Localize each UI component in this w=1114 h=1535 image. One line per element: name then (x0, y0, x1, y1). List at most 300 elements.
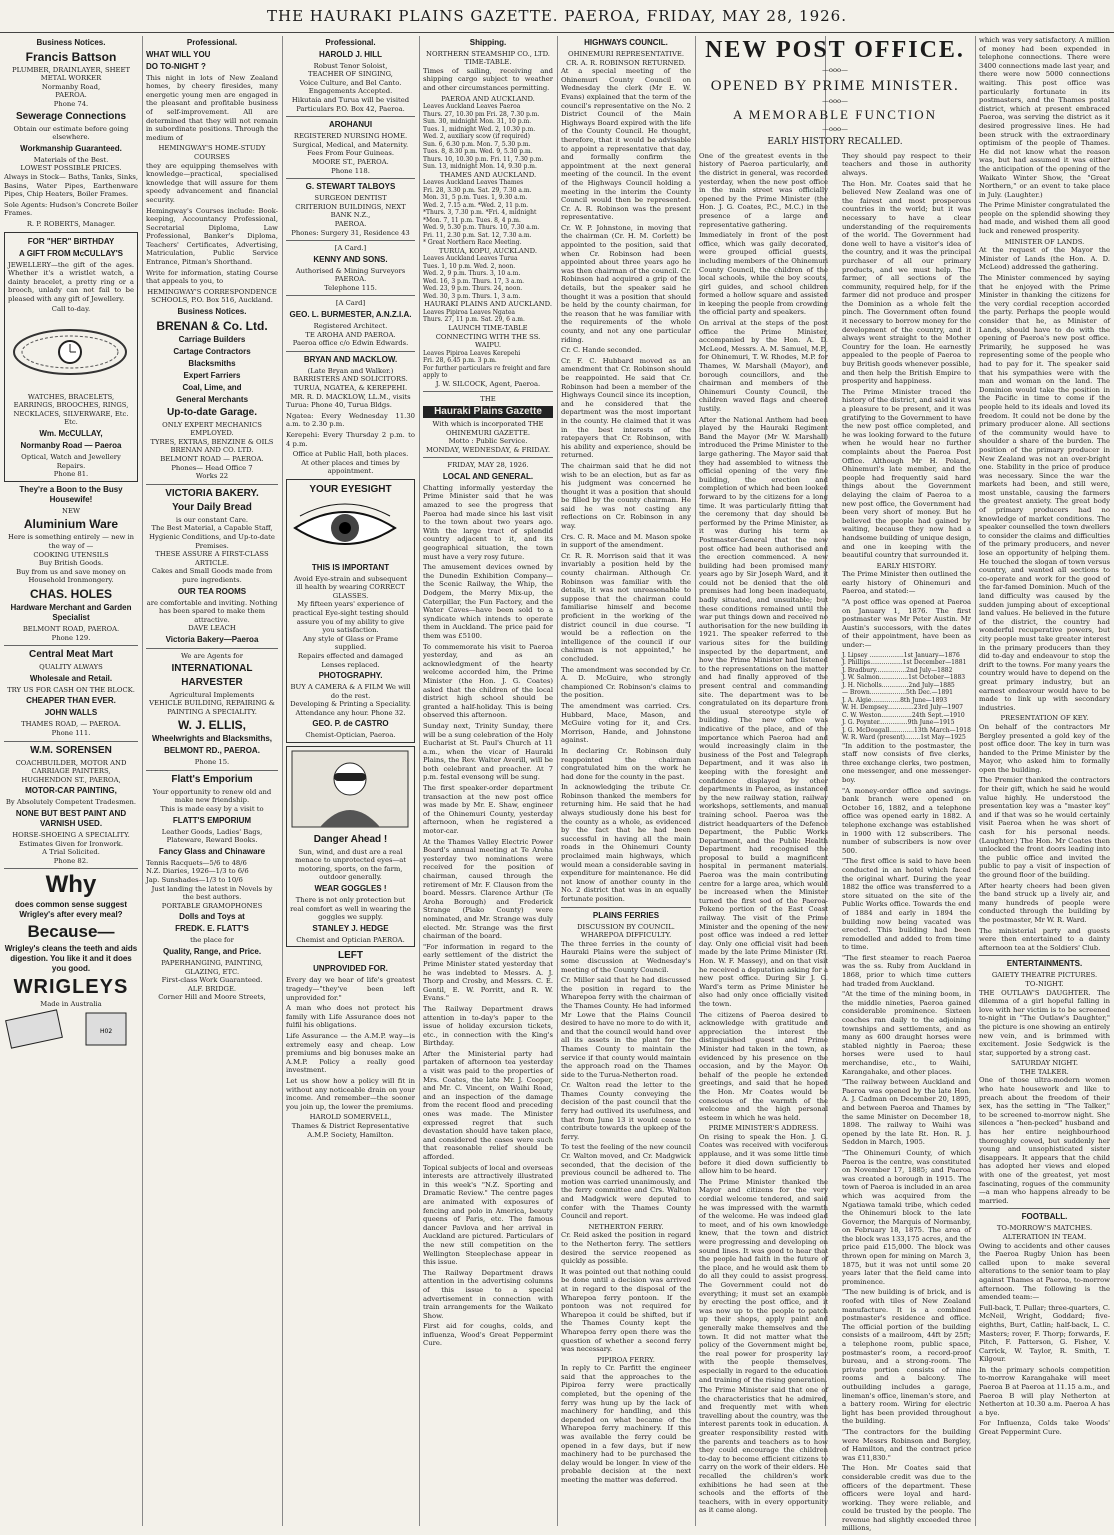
ad-line: BELMONT ROAD, PAEROA. (22, 624, 120, 633)
ad-heading: THIS IS IMPORTANT (311, 562, 390, 572)
ad-heading: PHOTOGRAPHY. (318, 671, 383, 681)
article-paragraph: Sunday next, Trinity Sunday, there will be a sung celebration of the Holy Eucharist at St. Paul's Church at 11 a.m., when the vicar of Hauraki Plains, the Rev. Walter Averill, will be both celebrant and preacher. At 7 p.m. festal evensong will be sung. (423, 721, 553, 782)
ad-line: HEMINGWAY'S HOME-STUDY COURSES (158, 144, 266, 161)
article-paragraph: The ministerial party and guests were then entertained to a dainty afternoon tea at the Soldiers' Club. (979, 926, 1110, 952)
ad-line: We are Agents for (181, 651, 243, 660)
ad-heading: Victoria Bakery—Paeroa (165, 634, 259, 644)
ad-paragraph: This night in lots of New Zealand homes, by cheery firesides, many energetic young men are engaged in the pleasant and profitable business of self-improvement. All are determined that they will not remain in subordinate positions. Through the medium of (146, 73, 278, 142)
ad-line: DAVE LEACH (188, 624, 236, 633)
ad-line: THAMES ROAD, — PAEROA. (21, 720, 121, 729)
article-heading: PLAINS FERRIES (592, 910, 660, 920)
ad-line: N.Z. Diaries, 1926—1/3 to 6/6 (146, 867, 249, 876)
ad-line: Authorised & Mining Surveyors (295, 266, 406, 275)
article-heading: HIGHWAYS COUNCIL. (584, 38, 668, 47)
ad-line: VEHICLE BUILDING, REPAIRING & PAINTING A SPECIALITY. (149, 699, 275, 716)
list-item: *Thurs. 3, 7.30 p.m. *Fri. 4, midnight (423, 209, 537, 217)
masthead: THE HAURAKI PLAINS GAZETTE. PAEROA, FRIDAY, MAY 28, 1926. (0, 0, 1114, 33)
timetable (423, 179, 553, 247)
list-item: J. G. McDougall.............13th March—1918 (842, 726, 971, 734)
list-item: — Brown...................5th Dec.—1891 (842, 689, 953, 697)
article-paragraph: The Railway Department draws attention in the advertising columns of this issue to a special advertisement in connection with train arrangements for the Waikato Show. (423, 1268, 553, 1320)
article-subheading: NETHERTON FERRY. (588, 1222, 664, 1231)
ad-line: Ngatea: Every Wednesday 11.30 a.m. to 2.30 p.m. (286, 411, 415, 429)
table-title: HAURAKI PLAINS AND AUCKLAND. (423, 300, 553, 309)
ad-line: Agricultural Implements (169, 690, 255, 699)
article-paragraph: Topical subjects of local and overseas interests are attractively illustrated in this week's "N.Z. Sporting and Dramatic Review." The centre pages are animated with exposures of fencing and polo in America, beauty queens of Paris, etc. The famous dancer Pavlova and her arrival in Auckland are pictured. Particulars of the new still competition on the Wellington Steeplechase appear in this issue. (423, 1163, 553, 1267)
ad-line: PAPERHANGING, PAINTING, GLAZING, ETC. (161, 959, 263, 976)
article-paragraph: "The Ohinemuri County, of which Paeroa is the centre, was constituted on November 17, 1885; and Paeroa was created a borough in 1915. The town of Paeroa is included in an area which was acquired from the Ngatiawa tamaki tribe, which ceded the Ohinemuri block to the late Governor, the Marquis of Normanby, on February 18, 1875. The area of the block was 133,175 acres, and the price paid £15,000. The block was thrown open for mining on March 3, 1875, but it was not until some 20 years later that the field came into prominence. (842, 1148, 971, 1286)
ad-heading: Sewerage Connections (15, 110, 127, 122)
article-paragraph: which was very satisfactory. A million of money had been expended in telephone connections. There were 3400 connections made last year, and there were now 5000 connections waiting. This post office was particularly fortunate in its postmasters, and the Thames postal district, which at present embraced Paeroa, was serving the district as it desired progressive lines. He had been struck with the extraordinary optimism of the people of Thames. He did not know what the reason was, but had assumed it was either the anticipation of the opening of the Waikato Winter Show, the "Great Northern," or an event to take place in July. (Laughter.) (979, 36, 1110, 199)
nameplate-line: With which is incorporated THE OHINEMURI GAZETTE. (432, 419, 544, 437)
article-paragraph: Crs. C. R. Mace and M. Mason spoke in support of the amendment. (561, 532, 691, 550)
ad-heading: WEAR GOGGLES ! (314, 884, 387, 894)
article-heading: TIME-TABLE. (464, 58, 512, 67)
ad-heading: Wm. McCULLAY, (39, 429, 103, 439)
ad-line: Cakes and Small Goods made from pure ingredients. (151, 567, 273, 584)
list-item: Wed. 9, 5.30 p.m. Thurs. 10, 7.30 a.m. (423, 224, 540, 232)
wristwatch-illustration (8, 317, 132, 387)
ad-line: TYRES, EXTRAS, BENZINE & OILS (150, 437, 274, 446)
ad-line: Registered Architect. (313, 322, 388, 331)
article-paragraph: To commemorate his visit to Paeroa yesterday, and as an acknowledgment of the hearty welcome accorded him, the Prime Minister (the Hon. J. G. Coates) asked that the children of the local district high school should be granted a half-holiday. This is being observed this afternoon. (423, 642, 553, 720)
list-item: Fri. 28, 6.45 p.m. 3 p.m. (423, 357, 497, 365)
ad-line: Buy from us and save money on Household Ironmongery. (16, 567, 126, 585)
ad-line: TRY US FOR CASH ON THE BLOCK. (7, 685, 135, 694)
ad-line: Phones: Surgery 31, Residence 43 (291, 228, 410, 237)
article-subheading: THE TALKER. (1020, 1067, 1069, 1076)
ad-line: MR. R. D. MACKLOW, LL.M., visits (290, 392, 411, 401)
ad-line: Turua: Phone 40, Turua Bldgs. (286, 401, 392, 410)
article-paragraph: The Railway Department draws attention in to-day's paper to the issue of holiday excursion tickets, etc., in connection with the King's Birthday. (423, 1004, 553, 1048)
timetable (423, 309, 553, 324)
ad-title: GEO. L. BURMESTER, A.N.Z.I.A. (289, 310, 412, 320)
list-item: J. W. Salmon...............1st October—1883 (842, 674, 966, 682)
article-paragraph: On rising to speak the Hon. J. G. Coates was received with vociferous applause, and it was some little time before it died down sufficiently to allow him to be heard. (699, 1132, 828, 1176)
column-rule (419, 36, 420, 1526)
ad-line: Hikutaia and Turua will be visited (291, 95, 410, 104)
article-paragraph: In acknowledging the tribute Cr. Robinson thanked the members for returning him. He said that he had always studiously done his best for the county as a whole, as evidenced by the fact that he had been successful in having all the main roads in the Ohinemuri County proclaimed main highways, which would mean a considerable saving in expenditure for maintenance. He did not know of another county in the No. 2 district that was in an equally fortunate position. (561, 783, 691, 903)
ad-line: Phone 118. (331, 166, 370, 175)
ad-line: Leather Goods, Ladies' Bags, Plateware, Reward Books. (161, 827, 263, 845)
ad-line: Voice Culture, and Bel Canto. (299, 78, 402, 87)
ad-title: KENNY AND SONS. (313, 254, 388, 264)
ad-paragraph: Life Assurance — the A.M.P. way—is extremely easy and cheap. Low premiums and big bonuses make an A.M.P. Policy a really good investment. (286, 1031, 415, 1075)
ad-line: Obtain our estimate before going elsewhere. (13, 124, 129, 142)
ad-line: Thames & District Representative A.M.P. Society, Hamilton. (291, 1121, 410, 1139)
ad-line: is our constant Care. (175, 515, 249, 524)
section-header: Business Notices. (36, 38, 106, 47)
list-item: Leaves Auckland Leaves Paeroa (423, 103, 521, 111)
article-heading: ENTERTAINMENTS. (1006, 959, 1083, 969)
article-column-left (699, 152, 828, 1535)
ad-line: MOORE ST., PAEROA. (312, 157, 389, 166)
list-item: J. Phillips.................1st December—1881 (842, 659, 967, 667)
article-paragraph: "In addition to the postmaster, the staff now consists of five clerks, three exchange clerks, two postmen, one messenger, and one messenger-boy. (842, 741, 971, 784)
eye-illustration (290, 502, 400, 554)
ad-line: By Absolutely Competent Tradesmen. (5, 798, 137, 807)
ad-line: Made in Australia (40, 1000, 102, 1009)
article-new-post-office: NEW POST OFFICE. —ooo— OPENED BY PRIME MINISTER. —ooo— A MEMORABLE FUNCTION —ooo— EARLY HISTORY RECALLED. One of the greatest events in the history of Paeroa particularly, and the district in general, was recorded yesterday, when the new post office in the main street was officially opened by the Prime Minister (the Hon. J. G. Coates, P.C., M.C.) in the presence of a large and representative gathering. Immediately in front of the post office, which was gaily decorated, were grouped official guests, including members of the Ohinemuri County Council, the children of the local schools, while the boy scouts, girl guides, and school children formed a hollow square and assisted in keeping the people from crowding the official party and speakers. On arrival at the steps of the post office the Prime Minister, accompanied by the Hon. A. D. McLeod, Messrs. A. M. Samuel, M.P., for Ohinemuri, T. W. Rhodes, M.P. for Thames, W. Marshall (Mayor), and borough councillors, and the chairman and members of the Ohinemuri County Council, the children waved flags and cheered lustily. After the National Anthem had been played by the Hauraki Regiment Band the Mayor (Mr W. Marshall) introduced the Prime Minister to the large gathering. The Mayor said that they had assembled to witness the official opening of the very fine building, the erection and completion of which had been looked forward to by the citizens for a long time. It was particularly fitting that the ceremony that day should be performed by the Prime Minister, as it was during his term as Postmaster-General that the new post office had been authorised and the erection commenced. A new building had been promised many years ago by Sir Joseph Ward, and it could not be denied that the old premises had long been inadequate, badly situated, and unsuitable; but these conditions remained until the war put things down and received no authorisation for the new building in 1921. The speaker referred to the various sites for the building inspected by the department, and how the Prime Minister had listened to the representations on the matter and had finally approved of the present central and commanding site. The department was to be congratulated on its departure from the usual stereotype style of building. The new office was indicative of the place, and of the importance which Paeroa had and would increasingly claim in the business of the Post and Telegraph Department, and it was also in keeping with the foresight and confidence displayed by other departments in Paeroa, as instanced by the new railway station, railway workshops, settlements, and manual training school. Paeroa was the district headquarters of the Defence Department, the Public Works Department, and the Public Health Department had recognised the proposal to build a magnificent hospital in permanent materials. Paeroa was the main contributing centre for a large area, which would be increased when the Minister turned the first sod of the Paeroa-Pokeno portion of the East Coast railway. The visit of the Prime Minister and the opening of the new post office was indeed a red letter day. Only one official visit had been made by the late Prime Minister (Rt. Hon. W. F. Massey), and on that visit he received a deputation asking for a new post office. During Sir J. G. Ward's term as Prime Minister he also had only once officially visited the town. The citizens of Paeroa desired to acknowledge with gratitude and appreciation the interest the distinguished guest and Prime Minister had taken in the town, as evidenced by his presence on the occasion, and by the Mayor. On behalf of the people he extended greetings, and said that he hoped the Hon. Mr Coates would be conscious of the warmth of the welcome and the high personal esteem in which he was held. PRIME MINISTER'S ADDRESS. On rising to speak the Hon. J. G. Coates was received with vociferous applause, and it was some little time before it died down sufficiently to allow him to be heard. The Prime Minister thanked the Mayor and citizens for the very cordial welcome tendered, and said he was impressed with the warmth of the welcome. He was indeed glad to meet, and of his own knowledge knew, that the town and district were progressing and developing on sound lines. It was good to hear that the people had faith in the future of the place, and he would ask them to do all they could to assist progress. The Government could not do everything; it must set an example by erecting the post office, and it was now up to the people to patch up their shops, apply paint and generally make themselves and the town. It did not matter what the policy of the Government might be, the real power for prosperity lay with the people themselves, especially in regard to the education and training of the rising generation. The Prime Minister said that one of the characteristics that he admired, and frequently met with when travelling about the country, was the interest parents took in education. A greater responsibility rested with the parents and teachers as to how they could encourage the children to-day to become efficient citizens to carry on the work of their elders. He recalled the children's work exhibitions he had seen at the schools and the efforts of the teachers, with in every opportunity as it came along. They should pay respect to their teachers and those in authority always. The Hon. Mr. Coates said that he believed New Zealand was one of the fairest and most prosperous countries in the world; but it was necessary to have a clear understanding of the requirements of the world. The Government had done well to have a visitor's idea of the country, and it was the principal purchaser of all our primary products, and we must help. The farmer, of all sections of the community, required help, for if the farmer did not produce and prosper the Dominion as a whole felt the pinch. The Government often found it necessary to borrow money for the development of the country, and it always went straight to the Mother Country for the loan. He earnestly appealed to the people of Paeroa to buy British goods whenever possible, and then help the British Empire to prosperity and happiness. The Prime Minister traced the history of the district, and said it was a pleasure to be present, and it was gratifying to the Government to have the new post office completed, and he was looking forward to the future when he would hear no further complaints about the Paeroa Post Office. Although Mr H. Poland, Ohinemuri's late member, and the people had frequently said hard things about the Government delaying the claim of Paeroa to a new post office, the Government had been very short of money. But he believed the people had gained by waiting, because they now had a handsome building of unique design, and one in keeping with the beautiful country that surrounded it. EARLY HISTORY. The Prime Minister then outlined the early history of Ohinemuri and Paeroa, and stated:— "A post office was opened at Paeroa on January 1, 1876. The first postmaster was Mr Peter Austin. Mr Austin's successors, with the dates of their appointment, have been as under:— J. Lipsey ..................1st January—1876 J. Phillips.................1st December—1881 J. Bradbury................2nd July—1882 J. W. Salmon...............1st October—1883 J. H. Nicholls..............2nd July—1885 — Brown...................5th Dec.—1891 J. A. Algie...............8th June—1893 W. H. Dempsey..............23rd July—1907 C. W. Weston................24th Sept.—1910 J. G. Poynter...............9th June—1915 J. G. McDougall.............13th March—1918 W. R. Ward (present)........1st May—1925 "In addition to the postmaster, the staff now consists of five clerks, three exchange clerks, two postmen, one messenger, and one messenger-boy. "A money-order office and savings-bank branch were opened on October 16, 1882, and a telephone office was opened early in 1882. A telephone exchange was established in 1900 with 12 subscribers. The number of subscribers is now over 500. "The first office is said to have been conducted in an hotel which faced the original wharf. During the year 1882 the office was transferred to a store situated on the site of the Public Works office. Towards the end of 1884 and early in 1894 the building now being vacated was erected. This building had been remodelled and added to from time to time. "The first steamer to reach Paeroa was the ss. Ruby from Auckland in 1868, prior to which time cutters had traded from Auckland. "At the time of the mining boom, in the middle nineties, Paeroa gained considerable prominence. Sixteen coaches ran daily to the adjoining townships and settlements, and as many as 600 draught horses were stabled nightly in Paeroa; these horses were used to haul merchandise, etc., to Waihi, Karangahake, and other places. "The railway between Auckland and Paeroa was opened by the late Hon. A. J. Cadman on December 20, 1895, and between Paeroa and Thames by the same Minister on December 18, 1898. The railway to Waihi was opened by the late Rt. Hon. R. J. Seddon in March, 1905. "The Ohinemuri County, of which Paeroa is the centre, was constituted on November 17, 1885; and Paeroa was created a borough in 1915. The town of Paeroa is included in an area which was acquired from the Ngatiawa tamaki tribe, which ceded the Ohinemuri block to the late Governor, the Marquis of Normanby, on February 18, 1875. The area of the block was 133,175 acres, and the price paid £15,000. The block was thrown open for mining on March 3, 1875, but it was not until some 20 years later that the field came into prominence. "The new building is of brick, and is roofed with tiles of New Zealand manufacture. It is a combined postmaster's residence and office. The official portion of the building consists of a mailroom, 44ft by 25ft; a telephone room, public space, postmaster's room, a record-proof bureau, and a strong-room. The private portion consists of nine rooms and a balcony. The outbuilding includes a garage, lineman's office, lineman's store, and a battery room. Wiring for electric light has been provided throughout the building. "The contractors for the building were Messrs Robinson and Bergley, of Hamilton, and the contract price was £11,830." The Hon. Mr Coates said that considerable credit was due to the officers of the department. These officers were loyal and hard-working. They were reliable, and could be trusted by the people. The revenue had slightly exceeded three millions, (699, 36, 971, 1526)
section-header: Professional. (325, 38, 376, 47)
ad-line: TURUA, NGATEA, & KEREPEHI. (293, 384, 408, 393)
ad-line: BELMONT ROAD — PAEROA. (160, 455, 264, 463)
ad-heading: Wrigley's cleans the teeth and aids digestion. You like it and it does you good. (4, 944, 138, 974)
ad-line: Chemist and Optician PAEROA. (296, 935, 405, 944)
ad-title: BRENAN & Co. Ltd. (156, 318, 268, 333)
nameplate-label: THE (480, 395, 496, 404)
list-item: J. Lipsey ..................1st January—1876 (842, 651, 960, 659)
ad-line: Engagements Accepted. (308, 87, 393, 96)
ad-line: REGISTERED NURSING HOME. (293, 132, 408, 141)
ad-line: J. W. SILCOCK, Agent, Paeroa. (435, 379, 541, 388)
ad-heading: Dolls and Toys at (179, 912, 245, 922)
article-paragraph: In the primary schools competition to-morrow Karangahake will meet Paeroa B at Paeroa at 11.15 a.m., and Paeroa B will play Netherton at Netherton at 10.30 a.m. Paeroa A has a bye. (979, 1365, 1110, 1417)
article-paragraph: One of those ultra-modern women who hate housework and like to preach about the freedom of their sex, has the setting in "The Talker," to be screened to-morrow night. She silences a "hen-pecked" husband and has her entire neighbourhood thoroughly cowed, but suddenly her young and unsophisticated sister disappears. It appears that the child has adopted her views and eloped with one of the greatest, yet most fascinating, rogues of the community—a man who happens already to be married. (979, 1076, 1110, 1205)
ad-line: ALF. BRIDGE. (187, 984, 237, 993)
ad-line: Corner Hill and Moore Streets, (158, 993, 266, 1002)
article-paragraph: Cr. R. R. Morrison said that it was invariably a position held by the county chairman. Although Cr. Robinson was familiar with the details, it was not unreasonable to suppose that the chairman could familiarise himself and become proficient in the working of the district council in due course. "I would be a reflection on the intelligence of the council if our chairman is not appointed," he concluded. (561, 551, 691, 663)
column-rule (557, 36, 558, 1526)
article-paragraph: Chatting informally yesterday the Prime Minister said that he was amazed to see the progress that Paeroa had made since his last visit to the town about two years ago. With the large tract of splendid country adjacent to it, and its geographical situation, the town must have a very rosy future. (423, 483, 553, 561)
section-header: Professional. (186, 38, 238, 47)
column-continued (979, 36, 1110, 1526)
ad-line: Phone 111. (51, 728, 91, 737)
ad-line: PAEROA. (334, 219, 367, 228)
ad-heading: A GIFT FROM McCULLAY'S (19, 248, 123, 258)
timetable (423, 350, 553, 380)
list-item: Tues. 8, 8.30 p.m. Wed. 9, 5.30 p.m. (423, 148, 533, 156)
article-paragraph: "A money-order office and savings-bank branch were opened on October 16, 1882, and a telephone office was opened early in 1882. A telephone exchange was established in 1900 with 12 subscribers. The number of subscribers is now over 500. (842, 786, 971, 855)
ad-heading: Coal, Lime, and (182, 382, 242, 392)
ad-heading: UNPROVIDED FOR. (313, 964, 388, 974)
column-professional-2 (286, 36, 415, 1526)
nameplate-line: MONDAY, WEDNESDAY, & FRIDAY. (425, 445, 551, 454)
article-heading: FOOTBALL. (1021, 1212, 1068, 1222)
ad-title: Central Meat Mart (29, 649, 113, 661)
ad-line: JEWELLERY—the gift of the ages. Whether it's a wristlet watch, a dainty bracelet, a pretty ring or a brooch, unlady can not fail to be pleased with any gift of Jewellery. (8, 260, 134, 303)
ad-line: TE AROHA AND PAEROA. (305, 330, 396, 339)
nameplate-line: Motto : Public Service. (448, 437, 528, 446)
ad-line: Phone 15. (194, 758, 230, 767)
ad-line: Paeroa office c/o Edwin Edwards. (292, 339, 409, 348)
article-paragraph: At a special meeting of the Ohinemuri County Council on Wednesday the clerk (Mr E. W. Evans) explained that the term of the council's representative on the No. 2 District Council of the Main Highways Board expired with the life of the County Council. He thought, therefore, that it would be advisable to appoint a representative that day, and formally confirm the appointment at the next general meeting of the council. In the event of the Highways Council holding a meeting in the interim the County Council would then be represented. Cr. A. R. Robinson was the present representative. (561, 67, 691, 222)
article-heading: NORTHERN STEAMSHIP CO., LTD. (426, 49, 550, 58)
list-item: *Mon. 7, 11 p.m. Tues. 8, 4 p.m. (423, 216, 521, 224)
column-shipping (423, 36, 553, 1526)
ad-line: There is not only protection but real comfort as well in wearing the goggles we supply. (290, 896, 411, 922)
ad-title: W. J. ELLIS, (177, 718, 246, 733)
column-professional (146, 36, 278, 1526)
list-item: J. Bradbury................2nd July—1882 (842, 666, 953, 674)
ad-title: Danger Ahead ! (313, 833, 388, 845)
list-item: Leaves Pipiroa Leaves Kerepehi (423, 349, 521, 357)
article-subheadline: OPENED BY PRIME MINISTER. (710, 77, 960, 94)
list-item: Sun. 30, midnight Mon. 31, 10 p.m. (423, 118, 532, 126)
article-subheading: MINISTER OF LANDS. (1004, 237, 1085, 246)
article-paragraph: "The first office is said to have been conducted in an hotel which faced the original wharf. During the year 1882 the office was transferred to a store situated on the site of the Public Works office. Towards the end of 1884 and early in 1894 the building now being vacated was erected. This building had been remodelled and added to from time to time. (842, 857, 971, 952)
column-rule (282, 36, 283, 1526)
ad-line: Any style of Glass or Frame supplied. (302, 634, 399, 652)
ad-heading: BELMONT RD., PAEROA. (164, 746, 260, 756)
article-subheading: PRESENTATION OF KEY. (1000, 714, 1089, 723)
article-paragraph: THE OUTLAW'S DAUGHTER. The dilemma of a girl hopeful falling in love with her victim is to be screened to-night in "The Outlaw's Daughter," the picture is one showing an entirely new vein, and is brimmed with excitement. Josie Sedgwick is the star, supported by a strong cast. (979, 988, 1110, 1057)
article-subheadline: A MEMORABLE FUNCTION (733, 107, 937, 123)
ad-line: Works 22 (195, 472, 229, 481)
ad-heading: Carriage Builders (178, 334, 246, 344)
article-subheading: ALTERATION IN TEAM. (1002, 1232, 1087, 1241)
article-paragraph: On behalf of the contractors Mr Bergley presented a gold key of the post office door. The key in turn was handed to the Prime Minister by the Mayor, who asked him to formally open the building. (979, 722, 1110, 774)
ad-heading: CHEAPER THAN EVER. (26, 696, 116, 706)
article-paragraph: One of the greatest events in the history of Paeroa particularly, and the district in general, was recorded yesterday, when the new post office in the main street was officially opened by the Prime Minister (the Hon. J. G. Coates, P.C., M.C.) in the presence of a large and representative gathering. (699, 151, 828, 229)
ad-line: My fifteen years' experience of practical Eye-sight testing should assure you of my ability to give you satisfaction. (292, 600, 409, 635)
ad-line: R. P. ROBERTS, Manager. (26, 219, 116, 228)
ad-title: AROHANUI (328, 120, 373, 130)
list-item: W. R. Ward (present)........1st May—1925 (842, 734, 966, 742)
ad-line: Surgical, Medical, and Maternity. (292, 140, 409, 149)
list-item: Mon. 31, 5 p.m. Tues. 1, 9.30 a.m. (423, 194, 528, 202)
ad-heading: MOTOR-CAR PAINTING, (25, 786, 117, 796)
article-paragraph: After the Ministerial party had partaken of afternoon tea yesterday a visit was paid to the properties of Mrs. Coates, the late Mr. J. Cooper, and Mr. C. Vincent, on Waihi Road, and an inspection of the damage from the recent flood and preceding ones was made. The Minister expressed regret that such devastation should have taken place, and considered the cases were such that reasonable relief should be afforded. (423, 1049, 553, 1161)
article-subheading: WHAREPOA DIFFICULTY. (580, 931, 672, 940)
article-paragraph: The citizens of Paeroa desired to acknowledge with gratitude and appreciation the interest the distinguished guest and Prime Minister had taken in the town, as evidenced by his presence on the occasion, and by the Mayor. On behalf of the people he extended greetings, and said that he hoped the Hon. Mr Coates would be conscious of the warmth of the welcome and the high personal esteem in which he was held. (699, 1010, 828, 1122)
ad-line: Here is something entirely — new in the way of — (7, 533, 135, 550)
article-paragraph: Cr. W. P. Johnstone, in moving that the chairman (Cr. H. M. Corlett) be appointed to the position, said that when Cr. Robinson had been appointed about three years ago he was then chairman of the council. Cr. Robinson had acquired a grip of the details, but the speaker said he thought it was a position that should be held by the county chairman, for the reason that he was familiar with the requirements of the whole county, and not any one particular riding. (561, 223, 691, 344)
article-paragraph: "The contractors for the building were Messrs Robinson and Bergley, of Hamilton, and the contract price was £11,830." (842, 1427, 971, 1462)
ad-heading: Your Daily Bread (172, 501, 252, 513)
ad-line: HAROLD SOMERVELL, (309, 1113, 392, 1122)
list-item: W. H. Dempsey..............23rd July—1907 (842, 704, 963, 712)
list-item: Fri. 28, 3.30 p.m. Sat. 29, 7.30 a.m. (423, 186, 532, 194)
ad-heading: Cartage Contractors (173, 346, 251, 356)
ad-line: Jap. Sunshades—1/3 to 10/6 (146, 876, 243, 885)
article-paragraph: On arrival at the steps of the post office the Prime Minister, accompanied by the Hon. A. D. McLeod, Messrs. A. M. Samuel, M.P., for Ohinemuri, T. W. Rhodes, M.P. for Thames, W. Marshall (Mayor), and borough councillors, and the chairman and members of the Ohinemuri County Council, the children waved flags and cheered lustily. (699, 319, 828, 413)
article-paragraph: Cr. Reid asked the position in regard to the Netherton ferry. The settlers desired the service reopened as quickly as possible. (561, 1231, 691, 1266)
ad-heading: Up-to-date Garage. (166, 406, 257, 418)
list-item: Wed. 16, 3 p.m. Thurs. 17, 3 a.m. (423, 277, 525, 285)
ad-heading: GEO. P. de CASTRO (312, 719, 389, 729)
article-heading: LOCAL AND GENERAL. (442, 471, 534, 481)
article-subheading: DISCUSSION BY COUNCIL. (577, 922, 675, 931)
article-paragraph: In reply to Cr. Parfitt the engineer said that the approaches to the Pipiroa ferry were practically completed, but the opening of the ferry was hung up by the lack of machinery for handling, and this depended on what became of the Wharepoa ferry machinery. If this was available the ferry could be opened in a few days, but if new machinery had to be purchased the delay would be longer. In view of the probable decision at the next meeting the matter was deferred. (561, 1364, 691, 1484)
article-paragraph: Cr. C. Hande seconded. (561, 346, 642, 355)
ad-heading: They're a Boon to the Busy Housewife! (19, 484, 123, 504)
ad-line: THESE ASSURE A FIRST-CLASS ARTICLE. (155, 550, 269, 567)
list-item: Tues. 1, midnight Wed. 2, 10.30 p.m. (423, 125, 536, 133)
article-paragraph: To test the feeling of the new council Cr. Walton moved, and Cr. Madgwick seconded, that the decision of the previous council be adhered to. The motion was carried unanimously, and the ferry committee and Crs. Walton and Madgwick were deputed to confer with the Thames County Council and report. (561, 1143, 691, 1221)
ad-paragraph: Write for information, stating Course that appeals to you, to (146, 268, 278, 286)
ad-title: Because— (27, 922, 115, 942)
ad-line: [A Card.] (334, 244, 367, 253)
ad-line: Optical, Watch and Jewellery Repairs. (21, 453, 121, 470)
list-item: Sun. 6, 6.30 p.m. Mon. 7, 5.30 p.m. (423, 140, 531, 148)
article-paragraph: The first speaker-order department transaction at the new post office was made by Mr. E. Shaw, engineer of the Ohinemuri County, yesterday afternoon, when he registered a motor-car. (423, 784, 553, 836)
article-paragraph: The amendment was carried. Crs. Hubbard, Mace, Mason, and McGuire voting for it, and Crs. Morrison, Hande, and Johnstone against. (561, 701, 691, 745)
list-item: Wed. 2, 7.15 a.m. *Wed. 2, 11 p.m. (423, 201, 529, 209)
ad-line: Attendance any hour. Phone 32. (295, 708, 406, 717)
article-paragraph: After hearty cheers had been given the band struck up a lively air, and many hundreds of people were conducted through the building by the postmaster, Mr W. R. Ward. (979, 881, 1110, 924)
postmaster-list (842, 652, 971, 742)
ad-heading: STANLEY J. HEDGE (312, 923, 389, 933)
ad-line: Call to-day. (51, 305, 91, 314)
svg-text:H02: H02 (100, 1027, 113, 1035)
ad-heading: OUR TEA ROOMS (177, 586, 247, 596)
ad-line: Normanby Road, (41, 82, 101, 91)
list-item: Thurs. 10, 10.30 p.m. Fri. 11, 7.30 p.m. (423, 155, 544, 163)
ad-line: HORSE-SHOEING A SPECIALITY. (12, 830, 130, 839)
article-paragraph: The Premier thanked the contractors for their gift, which he said he would value highly. He understood the presentation key was a "master key" and if that was so he would certainly visit Paeroa when he was short of cash for his personal needs. (Laughter.) The Hon. Mr Coates then unlocked the front doors leading into the public office and invited the public to pay a visit of inspection of the ground floor of the building. (979, 776, 1110, 879)
ad-line: Phone 81. (53, 470, 89, 479)
ad-line: Office at Public Hall, both places. (292, 450, 409, 459)
article-paragraph: The Hon. Mr. Coates said that he believed New Zealand was one of the fairest and most prosperous countries in the world; but it was necessary to have a clear understanding of the requirements of the world. The Government had done well to have a visitor's idea of the country, and it was the principal purchaser of all our primary products, and we must help. The farmer, of all sections of the community, required help, for if the farmer did not produce and prosper the Dominion as a whole felt the pinch. The Government often found it necessary to borrow money for the development of the country, and it always went straight to the Mother Country for the loan. He earnestly appealed to the people of Paeroa to buy British goods whenever possible, and then help the British Empire to prosperity and happiness. (842, 179, 971, 386)
ad-line: SURGEON DENTIST (314, 194, 387, 203)
article-paragraph: "The railway between Auckland and Paeroa was opened by the late Hon. A. J. Cadman on December 20, 1895, and between Paeroa and Thames by the same Minister on December 18, 1898. The railway to Waihi was opened by the late Rt. Hon. R. J. Seddon in March, 1905. (842, 1078, 971, 1147)
article-paragraph: Cr. F. C. Hubbard moved as an amendment that Cr. Robinson should be reappointed. He said that Cr. Robinson had been a member of the Highways Council since its inception, and he considered that the department was the most important in the county. He claimed that it was in the best interests of the ratepayers that Cr. Robinson, with his ability and experience, should be returned. (561, 356, 691, 460)
ad-heading: Hardware Merchant and Garden Specialist (10, 602, 132, 622)
table-title: LAUNCH TIME-TABLE CONNECTING WITH THE SS. WAIPU. (435, 323, 541, 350)
ad-line: the place for (190, 936, 234, 945)
article-subheadline: EARLY HISTORY RECALLED. (767, 136, 903, 147)
gum-packet-illustration (4, 1009, 134, 1049)
ad-line: LOWEST POSSIBLE PRICES. (20, 164, 122, 173)
article-subheading: TO-MORROW'S MATCHES. (996, 1224, 1093, 1233)
article-subheading: EARLY HISTORY. (876, 561, 937, 570)
article-paragraph: At the request of the Mayor the Minister of Lands (the Hon. A. D. McLeod) addressed the gathering. (979, 246, 1110, 272)
ad-line: COACHBUILDER, MOTOR AND CARRIAGE PAINTERS, (15, 758, 127, 776)
ad-title: G. STEWART TALBOYS (305, 182, 396, 192)
list-item: Sun. 13, midnight Mon. 14, 9.30 p.m. (423, 163, 537, 171)
column-business-notices (4, 36, 138, 1526)
list-item: J. H. Nicholls..............2nd July—1885 (842, 681, 955, 689)
ad-heading: WHAT WILL YOU (146, 49, 211, 59)
ad-line: are comfortable and inviting. Nothing has been spared to make them attractive. (146, 598, 278, 624)
article-paragraph: The Prime Minister congratulated the people on the splendid showing they had made, and wished them all good luck and renewed prosperity. (979, 201, 1110, 236)
article-paragraph: It was pointed out that nothing could be done until a decision was arrived at in regard to the disposal of the Wharepoa ferry pontoon. If the pontoon was not required for Wharepoa it could be shifted, but if the Thames County kept the Wharepoa ferry open there was the question of whether a second ferry was necessary. (561, 1267, 691, 1354)
ad-line: TEACHER OF SINGING, (308, 70, 393, 79)
article-paragraph: The Prime Minister said that one of the characteristics that he admired, and frequently met with when travelling about the country, was the interest parents took in education. A greater responsibility rested with the parents and teachers as to how they could encourage the children to-day to become efficient citizens to carry on the work of their elders. He recalled the children's work exhibitions he had seen at the schools and the efforts of the teachers, with in every opportunity as it came along. (699, 1386, 828, 1515)
article-paragraph: "At the time of the mining boom, in the middle nineties, Paeroa gained considerable prominence. Sixteen coaches ran daily to the adjoining townships and settlements, and as many as 600 draught horses were stabled nightly in Paeroa; these horses were used to haul merchandise, etc., to Waihi, Karangahake, and other places. (842, 990, 971, 1076)
ad-heading: Wheelwrights and Blacksmiths, (151, 734, 273, 744)
list-item: * Great Northern Race Meeting. (423, 239, 522, 247)
ad-line: PLUMBER, DRAINLAYER, SHEET METAL WORKER (12, 65, 130, 83)
list-item: J. G. Poynter...............9th June—1915 (842, 719, 955, 727)
ad-line: Fees From Four Guineas. (306, 149, 394, 158)
ad-line: Telephone 115. (324, 283, 377, 292)
article-paragraph: In declaring Cr. Robinson duly reappointed the chairman congratulated him on the work he had done for the county in the past. (561, 746, 691, 781)
ad-line: QUALITY ALWAYS (39, 663, 103, 672)
ad-paragraph: Hemingway's Courses include: Book-keeping, Accountancy Professional, Secretarial Diploma, Law Professional, Banker's Diploma, Teachers' Certificates, Advertising, Matriculation, Public Service Entrance, Pitman's Shorthand. (146, 206, 278, 267)
ad-heading: Wholesale and Retail. (29, 673, 113, 683)
article-paragraph: The chairman said that he did not wish to be an election, but as far as his judgment was concerned he thought it was a position that should be filled by the county chairman. He said he was not casting any reflections on Cr. Robinson in any way. (561, 461, 691, 531)
article-paragraph: The amendment was seconded by Cr. A. D. McGuire, who strongly championed Cr. Robinson's claims to the position. (561, 665, 691, 700)
ad-line: WATCHES, BRACELETS, EARRINGS, BROOCHES, RINGS, NECKLACES, SILVERWARE, Etc. Etc. (13, 392, 129, 427)
ad-title: VICTORIA BAKERY. (165, 487, 259, 499)
ad-title: W.M. SORENSEN (30, 744, 112, 756)
ad-heading: does common sense suggest Wrigley's after every meal? (14, 900, 128, 920)
ad-line: PORTABLE GRAMOPHONES (161, 901, 263, 910)
list-item: Tues. 1, 10 p.m. Wed. 2, noon. (423, 262, 516, 270)
ad-line: [A Card] (335, 299, 366, 308)
column-rule (142, 36, 143, 1526)
article-paragraph: Immediately in front of the post office, which was gaily decorated, were grouped official guests, including members of the Ohinemuri County Council, the children of the local schools, while the boy scouts, girl guides, and school children formed a hollow square and assisted in keeping the people from crowding the official party and speakers. (699, 231, 828, 317)
list-item: Fri. 11, 2.30 p.m. Sat. 12, 7.30 a.m. (423, 231, 532, 239)
ad-line: A Trial Solicited. (42, 848, 100, 857)
ad-title: Why (45, 871, 97, 899)
ad-line: BUY A CAMERA & A FILM We will do the rest. (290, 683, 411, 700)
article-paragraph: The Hon. Mr Coates said that considerable credit was due to the officers of the department. These officers were loyal and hard-working. They were reliable, and could be trusted by the people. The revenue had slightly exceeded three millions, (842, 1464, 971, 1533)
article-paragraph: Cr. Miller said that he had discussed the position in regard to the Wharepoa ferry with the chairman of the Thames County. He had informed Mr Lowe that the Plains Council desired to have no more to do with it, and that the council would hand over all its assets in the plant for the Thames County to maintain the service if that county would maintain the approach road on the Thames side to the Turua-Netherton road. (561, 976, 691, 1079)
ad-heading: Normanby Road — Paeroa (20, 441, 122, 451)
ad-line: Phone 82. (53, 856, 89, 865)
article-paragraph: First aid for coughs, colds, and influenza, Wood's Great Peppermint Cure. (423, 1322, 553, 1348)
ad-heading: NONE BUT BEST PAINT AND VARNISH USED. (15, 808, 127, 828)
ad-heading: Blacksmiths (188, 358, 236, 368)
ad-line: The Best Material, a Capable Staff, Hygienic Conditions, and Up-to-date Premises. (149, 524, 275, 550)
article-subheading: SATURDAY NIGHT. (1011, 1059, 1078, 1068)
list-item: Wed. 30, 3 p.m. Thurs. 1, 3 a.m. (423, 292, 521, 300)
ad-line: PAEROA. (55, 91, 87, 100)
ad-heading: FOR "HER" BIRTHDAY (27, 236, 115, 246)
ad-heading: General Merchants (175, 394, 249, 404)
ad-line: Materials of the Best. (33, 155, 109, 164)
article-paragraph: The Prime Minister traced the history of the district, and said it was a pleasure to be present, and it was gratifying to the Government to have the new post office completed, and he was looking forward to the future when he would hear no further complaints about the Paeroa Post Office. Although Mr H. Poland, Ohinemuri's late member, and the people had frequently said hard things about the Government delaying the claim of Paeroa to a new post office, the Government had been very short of money. But he believed the people had gained by waiting, because they now had a handsome building of unique design, and one in keeping with the beautiful country that surrounded it. (842, 387, 971, 560)
table-title: TURUA, KOPU, AUCKLAND. (438, 246, 538, 255)
list-item: Thurs. 27, 11 p.m. Sat. 29, 6 a.m. (423, 316, 525, 324)
section-header: Shipping. (469, 38, 507, 47)
section-header: Business Notices. (177, 307, 247, 317)
article-paragraph: The Prime Minister thanked the Mayor and citizens for the very cordial welcome tendered, and said he was impressed with the warmth of the welcome. He was indeed glad to meet, and of his own knowledge knew, that the town and district were progressing and developing on sound lines. It was good to hear that the people had faith in the future of the place, and he would ask them to do all they could to assist progress. The Government could not do everything; it must set an example by erecting the post office, and it was now up to the people to patch up their shops, apply paint and generally make themselves and the town. It did not matter what the policy of the Government might be, the real power for prosperity lay with the people themselves, especially in regard to the education and training of the rising generation. (699, 1177, 828, 1384)
ad-line: Particulars P.O. Box 42, Paeroa. (296, 104, 405, 113)
article-subheading: TO-NIGHT. (1025, 979, 1064, 988)
list-item: Wed. 2, auxiliary scow (if required) (423, 133, 530, 141)
column-rule (695, 36, 696, 1526)
ad-line: Your opportunity to renew old and make new friendship. (152, 787, 272, 805)
list-item: Leaves Auckland Leaves Thames (423, 179, 524, 187)
ad-line: Always in Stock— Baths, Tanks, Sinks, Basins, Water Pipes, Earthenware Pipes, Chip Heaters, Boiler Frames. (4, 172, 138, 199)
ad-paragraph: A man who does not protect his family with Life Assurance does not fulfil his obligations. (286, 1004, 415, 1030)
ad-line: Tennis Racquets—5/6 to 48/6 (146, 858, 247, 867)
ad-line: Chemist-Optician, Paeroa. (305, 731, 396, 740)
ad-line: PAEROA. (334, 275, 367, 284)
ad-heading: Quality, Range, and Price. (162, 947, 262, 956)
article-paragraph: The three ferries in the county of Hauraki Plains were the subject of some discussion at Wednesday's meeting of the County Council. (561, 939, 691, 974)
article-paragraph: The Prime Minister then outlined the early history of Ohinemuri and Paeroa, and stated:— (842, 570, 971, 596)
ad-heading: FLATT'S EMPORIUM (172, 815, 252, 825)
ad-line: Phone 129. (51, 633, 91, 642)
ad-title: HARVESTER (181, 676, 243, 688)
ad-line: At other places and times by appointment. (301, 458, 400, 476)
ad-line: Repairs effected and damaged Lenses replaced. (297, 651, 404, 669)
ad-line: (Late Bryan and Walker.) (307, 366, 394, 375)
article-paragraph: The Minister commenced by saying that he enjoyed with the Prime Minister in thanking the citizens for the very cordial reception accorded the party. Perhaps the people would consider that he, as Minister of Lands, should have to do with the opening of Paeroa's new post office. Primarily, he supposed he was representing some of the people who had to pay for it. The speaker said that his sympathies were with the man and woman on the land. The Dominion would take the position in the Pacific in time to come if the people held to its ideals and loved its freedom. It could not be done by the primary producer alone. All sections of the community would have to shoulder a share of the burden. The position of the primary producer in New Zealand was not an over-bright one. Stability in the price of produce was necessary. Since the war the markets had been, and still were, most unstable, causing the farmers the greatest anxiety. The great body of primary producers had no knowledge of market conditions. The speaker counselled the town dwellers to consider the claims and difficulties of the primary producers, and never lose an opportunity of helping them. He touched the slogan of town versus country, and wanted all sections to co-operate and work for the good of the far-famed Dominion. Much of the land difficulty was caused by the sudden jumping about of exceptional land values. He believed in the future of the district, the country had wonderful recuperative powers, but city people must take greater interest in the primary producers than they did to-day and endeavour to stop the drift to the towns. For many years the country would have to depend on the great primary industry, but an earnest endeavour would have to be made to link up with secondary industries. (979, 274, 1110, 712)
ad-line: NEW (62, 506, 80, 515)
table-title: PAEROA AND AUCKLAND. (441, 94, 535, 103)
ad-line: BARRISTERS AND SOLICITORS. (293, 375, 408, 384)
ad-paragraph: Let us show how a policy will fit in without any noticeable drain on your income. And remember—the sooner you join up, the lower the premiums. (286, 1076, 415, 1111)
ad-title: INTERNATIONAL (171, 662, 253, 674)
ad-line: Phones— Head Office 7 (171, 463, 253, 472)
ad-line: HUGHENDON ST., PAEROA, (21, 775, 121, 784)
ad-title: YOUR EYESIGHT (309, 483, 392, 495)
ad-title: CHAS. HOLES (29, 586, 112, 601)
ad-line: First-class Work Guaranteed. (161, 976, 263, 985)
article-paragraph: "The new building is of brick, and is roofed with tiles of New Zealand manufacture. It is a combined postmaster's residence and office. The official portion of the building consists of a mailroom, 44ft by 25ft; a telephone room, public space, postmaster's room, a record-proof bureau, and a strong-room. The private portion consists of nine rooms and a balcony. The outbuilding includes a garage, lineman's office, lineman's store, and a battery room. Wiring for electric light has been provided throughout the building. (842, 1288, 971, 1426)
list-item: Wed. 23, 9 p.m. Thurs. 24, noon. (423, 285, 523, 293)
list-item: Wed. 2, 9 p.m. Thurs. 3, 10 a.m. (423, 270, 521, 278)
ad-line: This is made easy by a visit to (160, 805, 264, 814)
list-item: For further particulars re freight and fare apply to (423, 364, 551, 380)
ad-line: Sole Agents: Hudson's Concrete Boiler Frames. (4, 200, 138, 218)
